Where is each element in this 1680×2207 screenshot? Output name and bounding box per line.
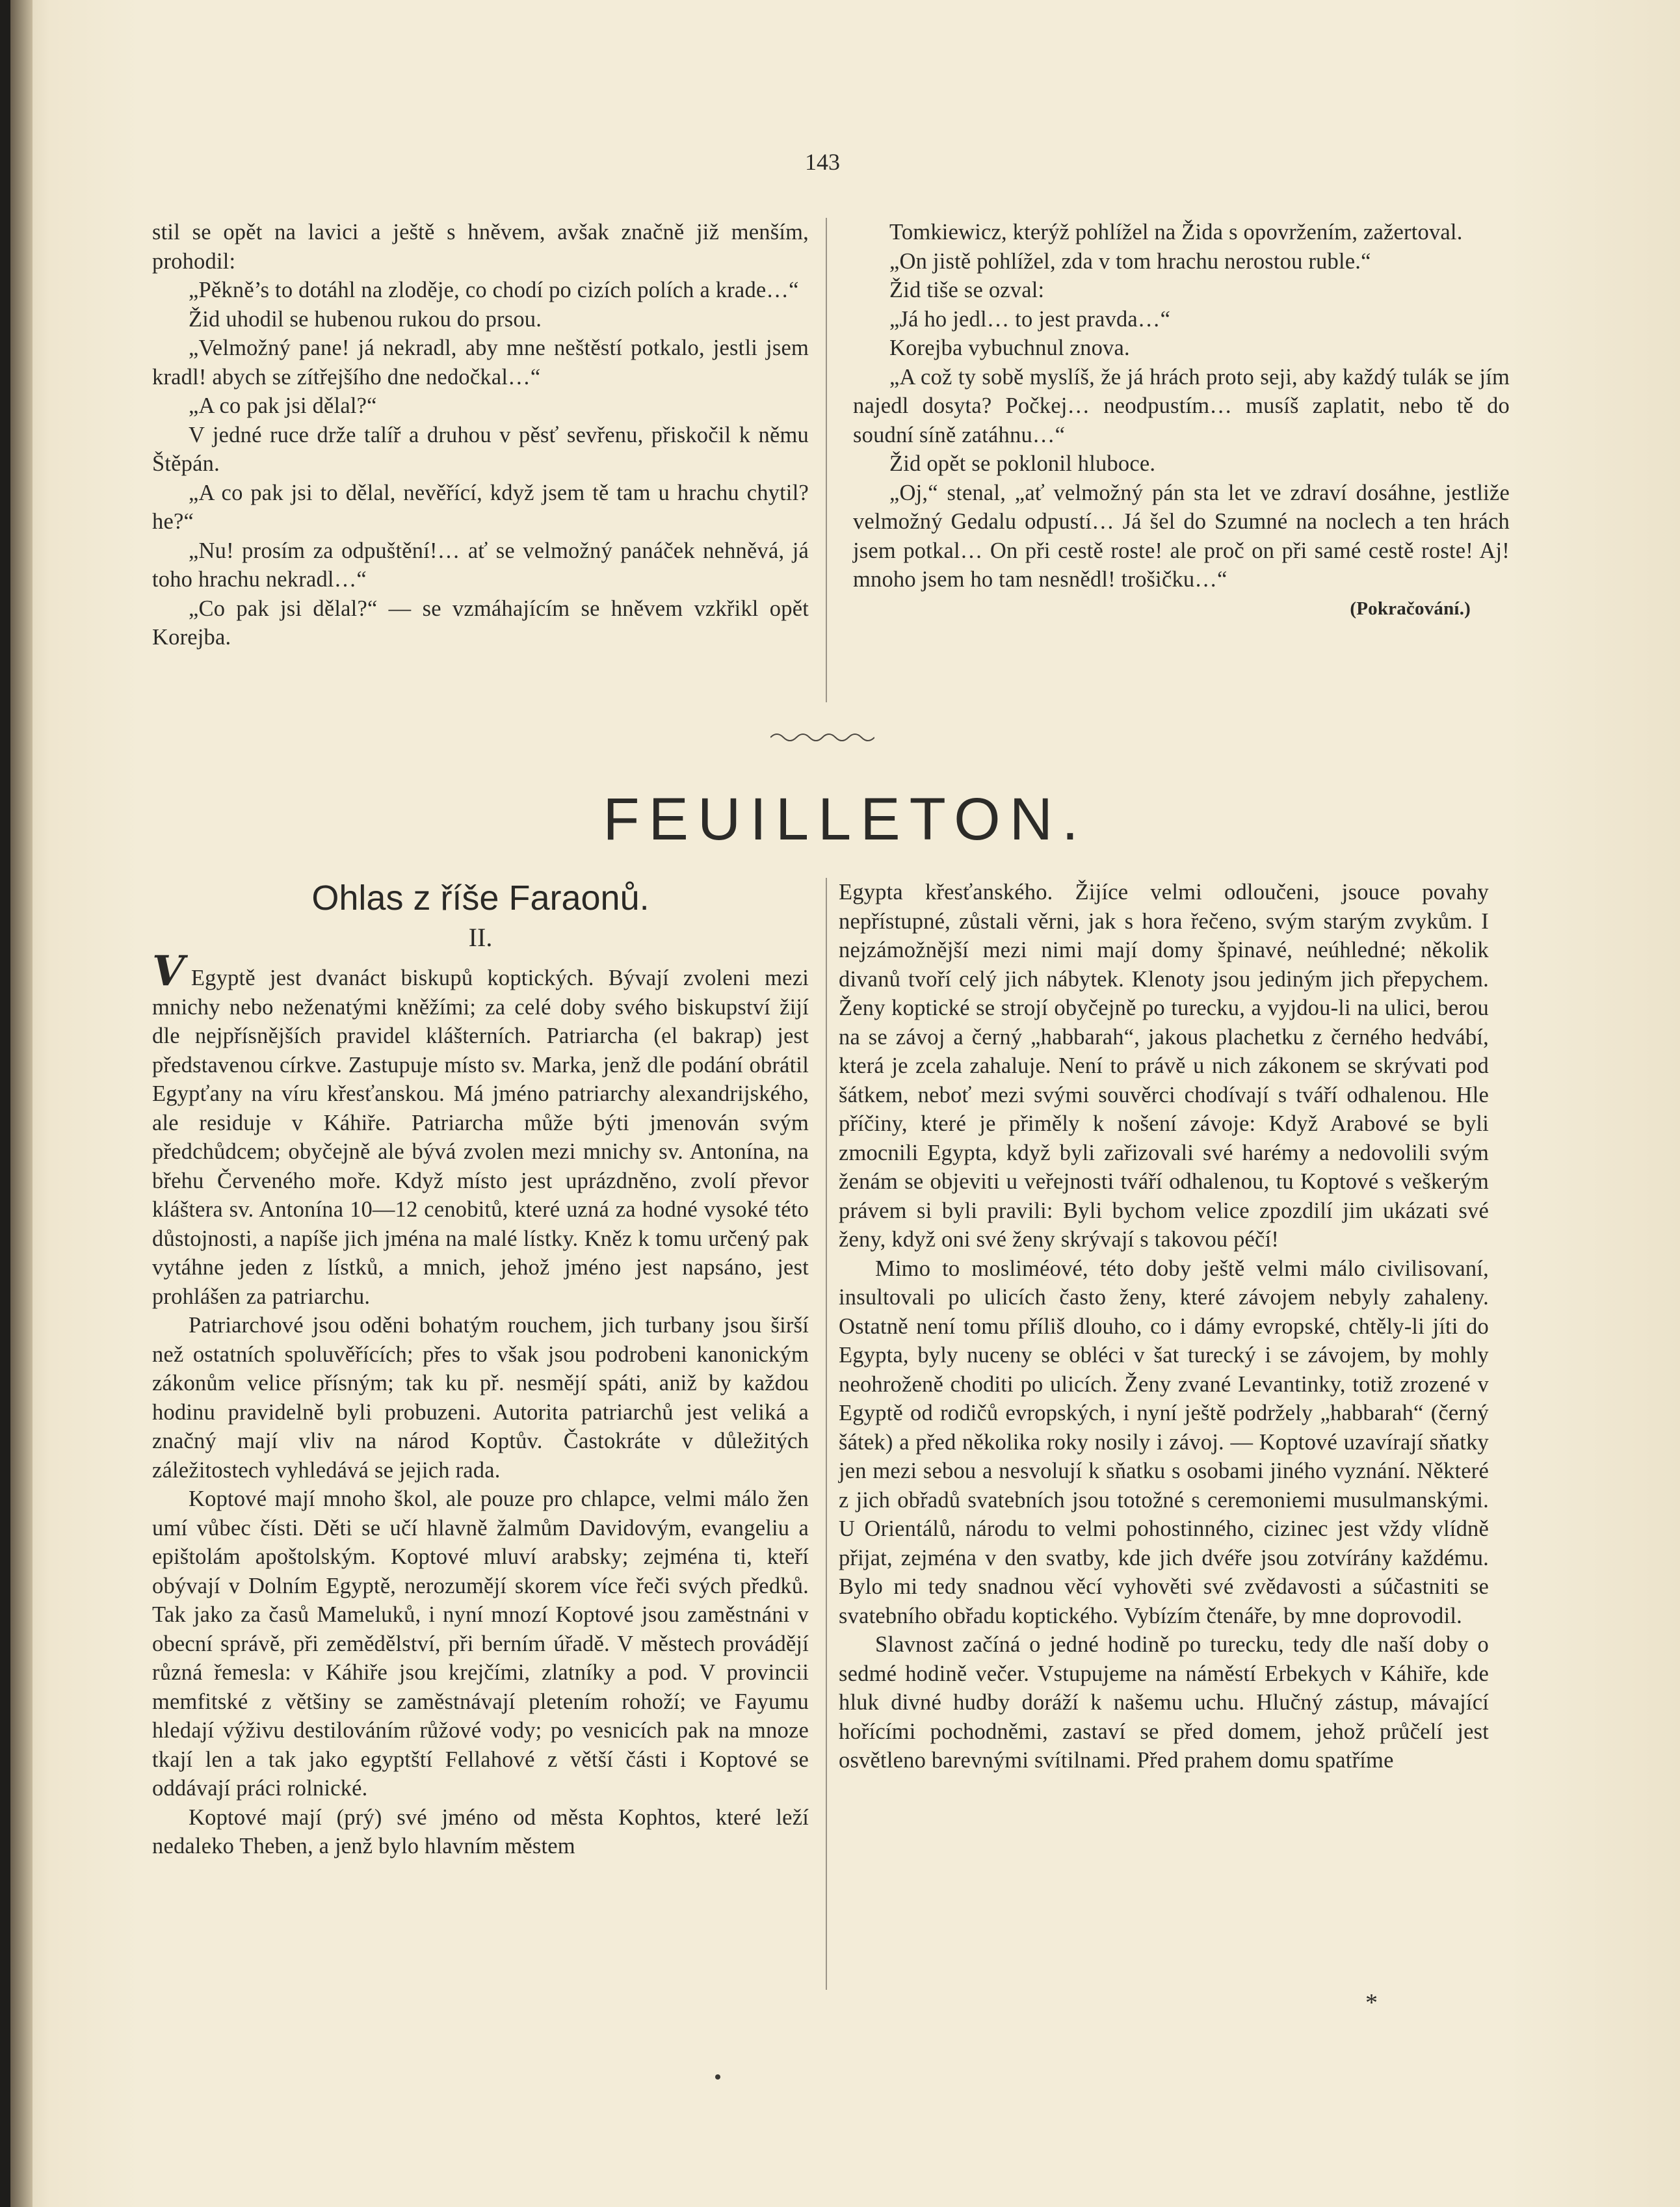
continued-note: (Pokračování.) bbox=[1350, 598, 1471, 619]
story-paragraph: „Velmožný pane! já nekradl, aby mne neštěstí potkalo, jestli jsem kradl! abych se zítřejšího dne nedočkal…“ bbox=[152, 336, 809, 390]
article-paragraph: Koptové mají mnoho škol, ale pouze pro chlapce, velmi málo žen umí vůbec čísti. Děti se učí hlavně žalmům Davidovým, evangeliu a epištolám apoštolským. Koptové mluví arabsky; zejména ti, kteří obývají v Dolním Egyptě, nerozumějí skorem více řeči svých předků. Tak jako za časů Mameluků, i nyní mnozí Koptové jsou zaměstnáni v obecní správě, při zemědělství, při berním úřadě. V městech provádějí různá řemesla: v Káhiře jsou krejčími, zlatníky a pod. V provincii memfitské z většiny se zaměstnávají pletením rohoží; ve Fayumu hledají výživu destilováním růžové vody; po vesnicích pak na mnoze tkají len a tak jako egyptští Fellahové z větší části i Koptové se oddávají práci rolnické. bbox=[152, 1487, 809, 1801]
footer-dot bbox=[715, 2074, 720, 2080]
article-paragraph: Mimo to mosliméové, této doby ještě velmi málo civilisovaní, insultovali po ulicích často ženy, které závojem nebyly zahaleny. Ostatně není tomu příliš dlouho, co i dámy evropské, chtěly-li jíti do Egypta, byly nuceny se obléci v šat turecký i se závojem, by mohly neohroženě choditi po ulicích. Ženy zvané Levantinky, totiž zrozené v Egyptě od rodičů evropských, i nyní ještě podržely „habbarah“ (černý šátek) a před několika roky nosily i závoj. — Koptové uzavírají sňatky jen mezi sebou a nesvolují k sňatku s osobami jiného vyznání. Některé z jich obřadů svatebních jsou totožné s ceremoniemi musulmanskými. U Orientálů, národu to velmi pohostinného, cizinec jest vždy vlídně přijat, zejména v den svatby, kde jich dvéře jsou zotvírány každému. Bylo mi tedy snadnou věcí vyhověti své zvědavosti a súčastniti se svatebního obřadu koptického. Vybízím čtenáře, by mne doprovodil. bbox=[839, 1256, 1489, 1628]
story-paragraph: „Oj,“ stenal, „ať velmožný pán sta let ve zdraví dosáhne, jestliže velmožný Gedalu odpustí… Já šel do Szumné na noclech a ten hrách jsem potkal… On při cestě roste! ale proč on při samé cestě roste! Aj! mnoho jsem ho tam nesnědl! trošičku…“ bbox=[853, 480, 1510, 592]
binding-gutter-shadow bbox=[10, 0, 33, 2207]
page-number: 143 bbox=[805, 149, 840, 175]
story-paragraph: „Nu! prosím za odpuštění!… ať se velmožný panáček nehněvá, já toho hrachu nekradl…“ bbox=[152, 538, 809, 592]
story-paragraph: Žid uhodil se hubenou rukou do prsou. bbox=[189, 306, 542, 332]
story-column-left bbox=[152, 218, 809, 652]
article-paragraph: Slavnost začíná o jedné hodině po turecku, tedy dle naší doby o sedmé hodině večer. Vstupujeme na náměstí Erbekych v Káhiře, kde hluk divné hudby doráží k našemu uchu. Hlučný zástup, mávající hořícími pochodněmi, zastaví se před domem, jehož průčelí jest osvětleno barevnými svítilnami. Před prahem domu spatříme bbox=[839, 1632, 1489, 1773]
article-column-left bbox=[152, 947, 809, 1861]
story-paragraph: Žid opět se poklonil hluboce. bbox=[889, 451, 1156, 476]
article-first-paragraph bbox=[152, 947, 809, 1311]
wavy-ornament-divider bbox=[770, 727, 874, 747]
story-paragraph: „Pěkně’s to dotáhl na zloděje, co chodí po cizích polích a krade…“ bbox=[189, 278, 799, 302]
article-paragraph: Egypta křesťanského. Žijíce velmi odloučeni, jsouce povahy nepřístupné, zůstali věrni, jak s hora řečeno, svým starým zvykům. I nejzámožnější mezi nimi mají domy špinavé, neúhledné; několik divanů tvoří celý jich nábytek. Klenoty jsou jediným jich přepychem. Ženy koptické se strojí obyčejně po turecku, a vyjdou-li na ulici, berou na se závoj a černý „habbarah“, jakous plachetku z černého hedvábí, která je zcela zahaluje. Není to právě u nich zákonem se skrývati pod šátkem, neboť mezi svými souvěrci chodívají s tváří odhalenou. Hle příčiny, které je přiměly k nošení závoje: Když Arabové se byli zmocnili Egypta, když byli zařizovali své harémy a nedovolili svým ženám se objeviti u veřejnosti tváří odhalenou, tu Koptové s veškerým právem si byli pravili: Byli bychom velice zpozdilí jim ukázati své ženy, když oni své ženy skrývají s takovou péčí! bbox=[839, 880, 1489, 1252]
story-paragraph: Tomkiewicz, kterýž pohlížel na Žida s opovržením, zažertoval. bbox=[889, 220, 1463, 244]
story-paragraph: „Co pak jsi dělal?“ — se vzmáhajícím se hněvem vzkřikl opět Korejba. bbox=[152, 596, 809, 650]
story-paragraph: „On jistě pohlížel, zda v tom hrachu nerostou ruble.“ bbox=[889, 248, 1371, 274]
article-title: Ohlas z říše Faraonů. bbox=[311, 879, 650, 918]
article-part-number: II. bbox=[468, 923, 493, 952]
story-paragraph: Korejba vybuchnul znova. bbox=[889, 336, 1130, 360]
story-paragraph: stil se opět na lavici a ještě s hněvem, avšak značně již menším, prohodil: bbox=[152, 220, 809, 274]
story-column-right bbox=[853, 218, 1510, 623]
story-paragraph: „A co pak jsi dělal?“ bbox=[189, 393, 377, 418]
footer-asterisk: * bbox=[1365, 1989, 1378, 2016]
column-divider-bottom bbox=[826, 878, 827, 1990]
article-paragraph: Patriarchové jsou oděni bohatým rouchem, jich turbany jsou širší než ostatních spoluvěřících; přes to však jsou podrobeni kanonickým zákonům velice přísným; tak ku př. nesmějí spáti, aniž by každou hodinu pravidelně byli probuzeni. Autorita patriarchů jest veliká a značný mají vliv na národ Koptův. Častokráte v důležitých záležitostech vyhledává se jejich rada. bbox=[152, 1313, 809, 1483]
story-paragraph: Žid tiše se ozval: bbox=[889, 278, 1045, 302]
drop-cap: V bbox=[152, 947, 185, 996]
article-paragraph: Koptové mají (prý) své jméno od města Kophtos, které leží nedaleko Theben, a jenž bylo hlavním městem bbox=[152, 1804, 809, 1858]
story-paragraph: „Já ho jedl… to jest pravda…“ bbox=[889, 306, 1171, 332]
story-paragraph: V jedné ruce drže talíř a druhou v pěsť sevřenu, přiskočil k němu Štěpán. bbox=[152, 422, 809, 476]
story-paragraph: „A co pak jsi to dělal, nevěřící, když jsem tě tam u hrachu chytil? he?“ bbox=[152, 480, 809, 534]
section-title: FEUILLETON. bbox=[603, 786, 1088, 852]
story-paragraph: „A což ty sobě myslíš, že já hrách proto seji, aby každý tulák se jím najedl dosyta? Počkej… neodpustím… musíš zaplatit, nebo tě do soudní síně zatáhnu…“ bbox=[853, 364, 1510, 447]
first-paragraph-text: Egyptě jest dvanáct biskupů koptických. Bývají zvoleni mezi mnichy nebo neženatými kněžími; za celé doby svého biskupství žijí dle nejpřísnějších pravidel klášterních. Patriarcha (el bakrap) jest představenou církve. Zastupuje místo sv. Marka, jenž dle podání obrátil Egypťany na víru křesťanskou. Má jméno patriarchy alexandrijského, ale residuje v Káhiře. Patriarcha může býti jmenován svým předchůdcem; obyčejně ale bývá zvolen mezi mnichy sv. Antonína, na břehu Červeného moře. Když místo jest uprázdněno, zvolí převor kláštera sv. Antonína 10—12 cenobitů, které uzná za hodné vysoké této důstojnosti, a napíše jich jména na malé lístky. Kněz k tomu určený pak vytáhne jeden z lístků, a mnich, jehož jméno jest napsáno, jest prohlášen za patriarchu. bbox=[152, 966, 809, 1309]
article-column-right bbox=[839, 878, 1489, 1775]
column-divider-top bbox=[826, 218, 827, 702]
